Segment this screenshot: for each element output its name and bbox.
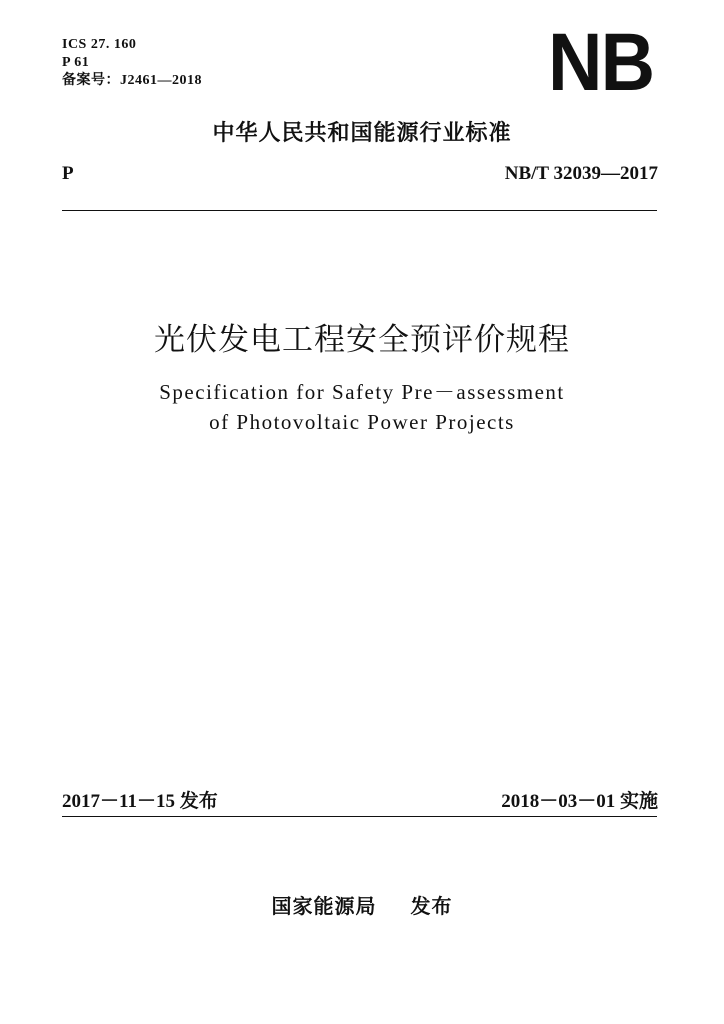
nb-logo: NB bbox=[548, 17, 654, 108]
document-title-english-line1: Specification for Safety Pre－assessment bbox=[159, 380, 565, 404]
standard-number: NB/T 32039—2017 bbox=[504, 163, 658, 184]
publisher-name: 国家能源局 bbox=[271, 894, 377, 918]
filing-number: 备案号：J2461—2018 bbox=[62, 73, 202, 88]
ccs-code: P 61 bbox=[62, 55, 90, 70]
top-divider bbox=[62, 210, 657, 211]
ics-code: ICS 27. 160 bbox=[62, 37, 137, 52]
document-title-chinese: 光伏发电工程安全预评价规程 bbox=[154, 322, 570, 358]
classification-code: P bbox=[62, 163, 74, 184]
implementation-date: 2018－03－01 bbox=[501, 791, 616, 812]
document-title-english-line2: of Photovoltaic Power Projects bbox=[209, 410, 515, 434]
metadata-block bbox=[62, 36, 202, 90]
implementation-date-block bbox=[501, 786, 658, 813]
publisher-action: 发布 bbox=[410, 894, 453, 918]
issue-date-block bbox=[62, 786, 218, 813]
implementation-label: 实施 bbox=[619, 790, 658, 812]
standard-category-title: 中华人民共和国能源行业标准 bbox=[212, 121, 512, 146]
publisher-block bbox=[0, 890, 724, 919]
bottom-divider bbox=[62, 816, 657, 817]
issue-date: 2017－11－15 bbox=[62, 791, 175, 812]
issue-label: 发布 bbox=[179, 790, 218, 812]
